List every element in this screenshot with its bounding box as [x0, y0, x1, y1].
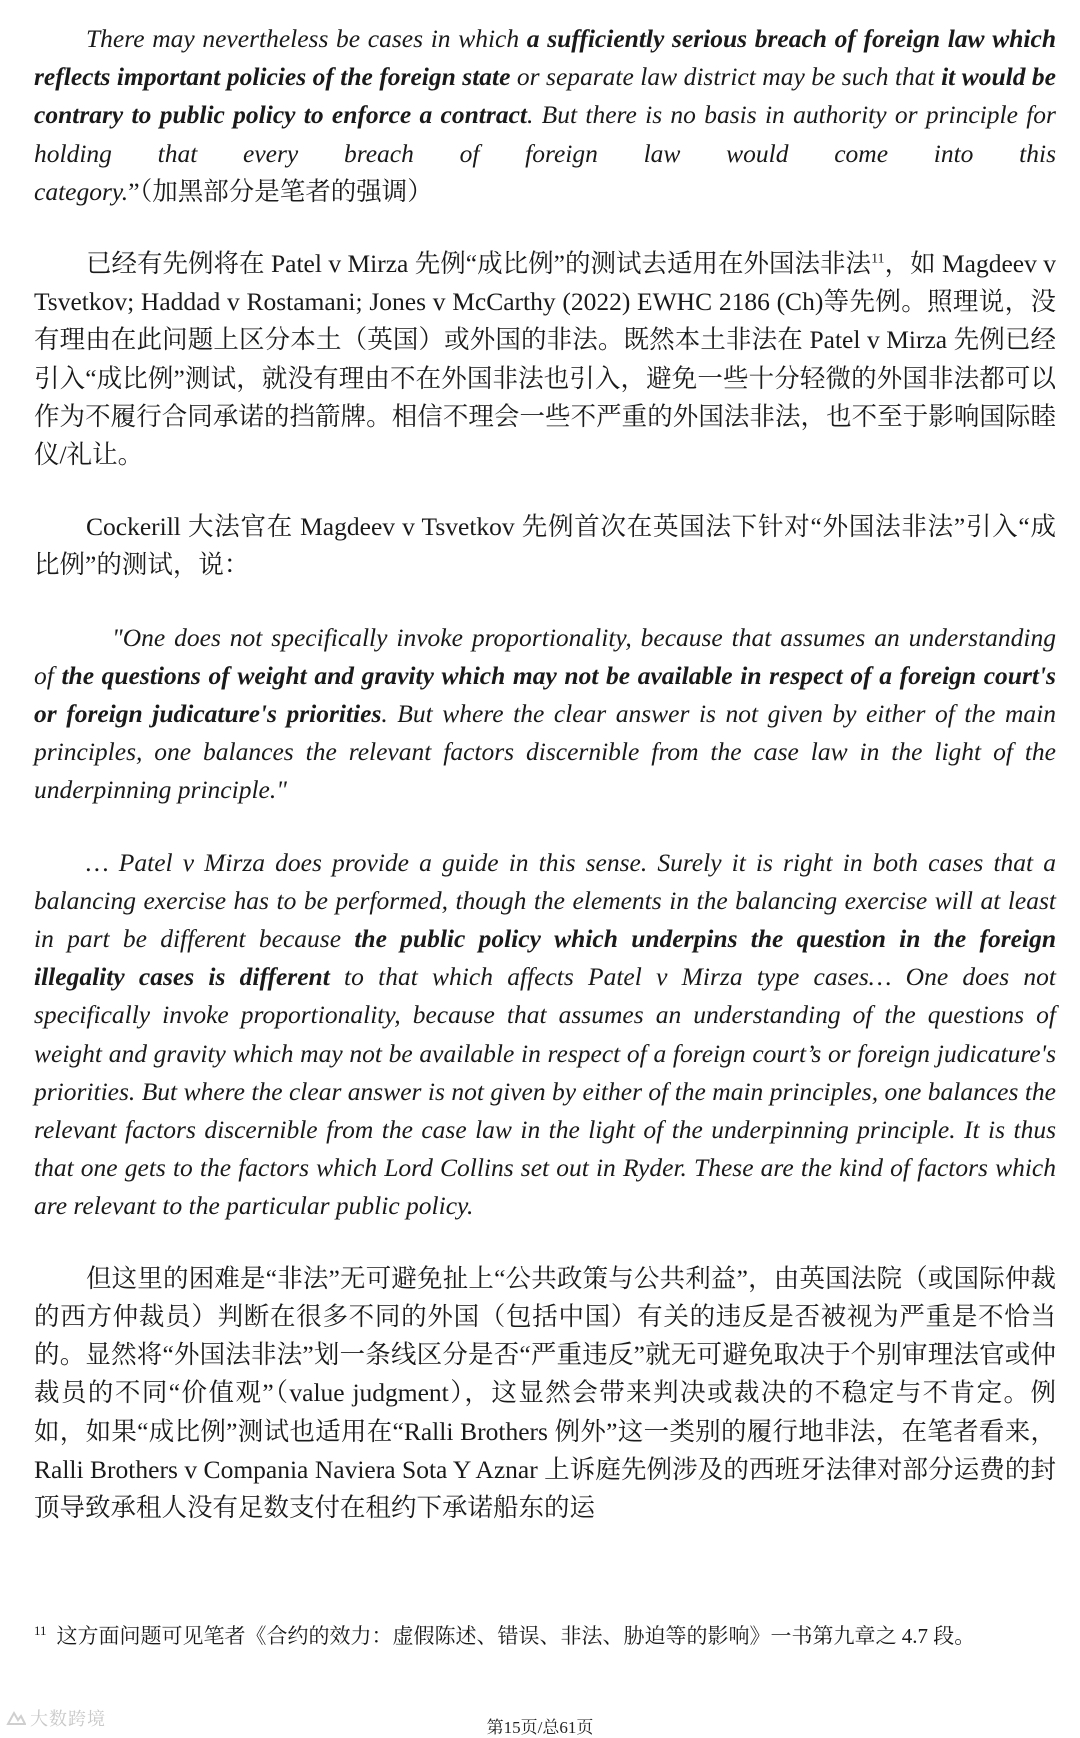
bold-emphasis: the public policy which underpins the question in the foreign illegality cases is different [34, 924, 1057, 992]
body-text: 但这里的困难是“非法”无可避免扯上“公共政策与公共利益”，由英国法院（或国际仲裁的西方仲裁员）判断在很多不同的外国（包括中国）有关的违反是否被视为严重是不恰当的。显然将“外国法非法”划一条线区分是否“严重违反”就无可避免取决于个别审理法官或仲裁员的不同“价值观”（value judgment），这显然会带来判决或裁决的不稳定与不肯定。例如，如果“成比例”测试也适用在“Ralli Brothers 例外”这一类别的履行地非法，在笔者看来，Ralli Brothers v Compania Naviera Sota Y Aznar 上诉庭先例涉及的西班牙法律对部分运费的封顶导致承租人没有足数支付在租约下承诺船东的运 [34, 1263, 1056, 1522]
paragraph-2 [34, 245, 1056, 474]
page-number: 第15页/总61页 [486, 1718, 594, 1737]
paragraph-quote-1 [34, 20, 1056, 211]
quote-text: to that which affects Patel v Mirza type cases… One does not specifically invoke proportionality, because that assumes an understanding of the questions of weight and gravity which may not be available in respect of a foreign court’s or foreign judicature's priorities. But where the clear answer is not given by either of the main principles, one balances the relevant factors discernible from the case law in the light of the underpinning principle. It is thus that one gets to the factors which Lord Collins set out in Ryder. These are the kind of factors which are relevant to the particular public policy. [34, 962, 1056, 1221]
quote-text: . But there is no basis in authority or principle for holding that every breach of foreign law would come into this category. [34, 100, 1056, 206]
bold-emphasis: a sufficiently serious breach of foreign law which reflects important policies of the foreign state [34, 24, 1057, 92]
footnote-ref[interactable]: 11 [871, 251, 885, 267]
body-text: ，如 Magdeev v Tsvetkov; Haddad v Rostamani; Jones v McCarthy (2022) EWHC 2186 (Ch)等先例。照理说，没有理由在此问题上区分本土（英国）或外国的非法。既然本土非法在 Patel v Mirza 先例已经引入“成比例”测试，就没有理由不在外国非法也引入，避免一些十分轻微的外国非法都可以作为不履行合同承诺的挡箭牌。相信不理会一些不严重的外国法非法，也不至于影响国际睦仪/礼让。 [34, 249, 1056, 470]
document-body [34, 20, 1056, 1527]
paragraph-quote-2 [34, 619, 1056, 810]
quote-text: . But where the clear answer is not given by either of the main principles, one balances the relevant factors discernible from the case law in the light of the underpinning principle." [34, 699, 1056, 805]
bold-emphasis: it would be contrary to public policy to enforce a contract [34, 62, 1056, 130]
body-text: Cockerill 大法官在 Magdeev v Tsvetkov 先例首次在英国法下针对“外国法非法”引入“成比例”的测试，说： [34, 512, 1056, 580]
bold-emphasis: the questions of weight and gravity which may not be available in respect of a foreign court's or foreign judicature's priorities [34, 660, 1056, 729]
watermark-text: 大数跨境 [30, 1709, 106, 1730]
paragraph-3 [34, 508, 1056, 584]
quote-text: There may nevertheless be cases in which [86, 24, 527, 53]
quote-text: "One does not specifically invoke proportionality, because that assumes an understanding of [34, 622, 1056, 690]
emphasis-note: ”（加黑部分是笔者的强调） [128, 176, 433, 206]
paragraph-6 [34, 1260, 1056, 1527]
footnote-text: 这方面问题可见笔者《合约的效力：虚假陈述、错误、非法、胁迫等的影响》一书第九章之 4.7 段。 [56, 1624, 976, 1648]
footnote [34, 1620, 1056, 1653]
paragraph-quote-3 [34, 844, 1056, 1226]
body-text: 已经有先例将在 Patel v Mirza 先例“成比例”的测试去适用在外国法非法 [86, 249, 872, 279]
quote-text: … Patel v Mirza does provide a guide in this sense. Surely it is right in both cases that a balancing exercise has to be performed, though the elements in the balancing exercise will at least in part be different because [34, 847, 1056, 954]
quote-text: or separate law district may be such that [510, 62, 942, 92]
footnote-number: 11 [34, 1623, 47, 1638]
